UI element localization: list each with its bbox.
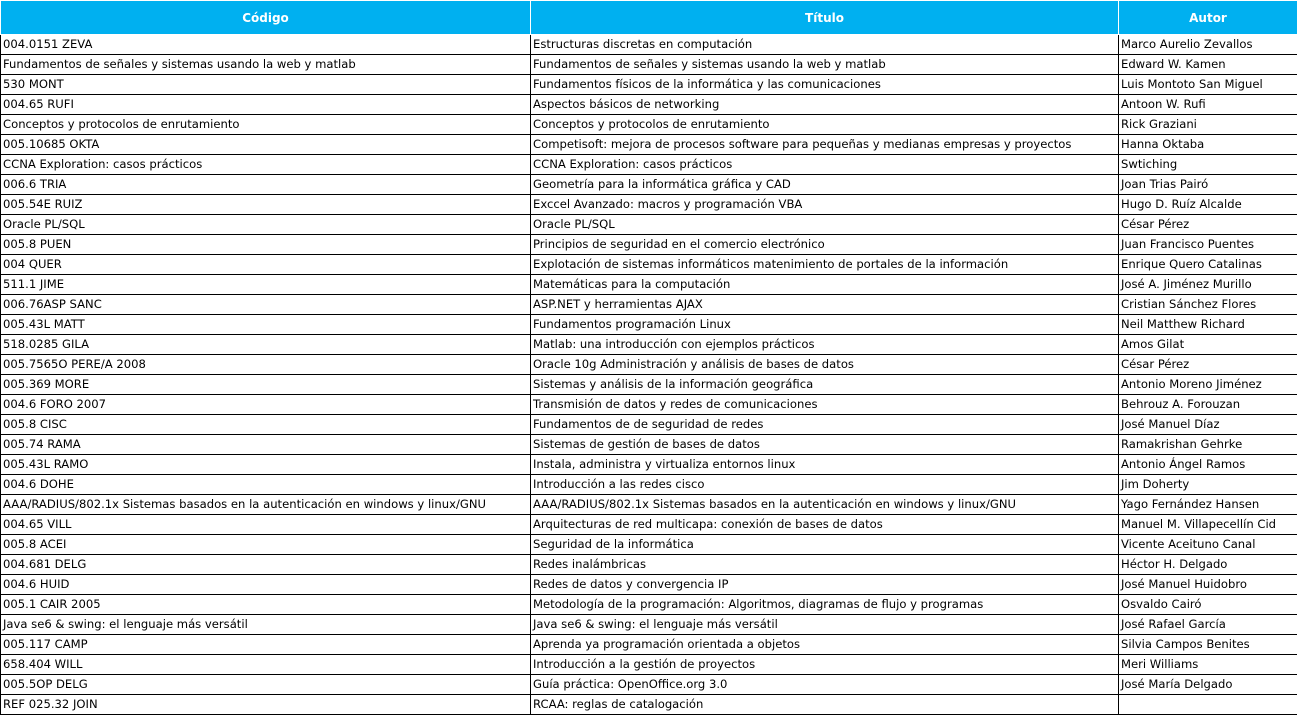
cell-titulo[interactable]: Aprenda ya programación orientada a objetos	[531, 635, 1119, 655]
header-row	[1, 1, 1297, 35]
cell-autor[interactable]: Antonio Moreno Jiménez	[1119, 375, 1297, 395]
cell-codigo[interactable]: 004 QUER	[1, 255, 531, 275]
cell-codigo[interactable]: CCNA Exploration: casos prácticos	[1, 155, 531, 175]
cell-autor[interactable]: Rick Graziani	[1119, 115, 1297, 135]
cell-titulo[interactable]: Instala, administra y virtualiza entornos linux	[531, 455, 1119, 475]
table-row	[1, 435, 1297, 455]
cell-codigo[interactable]: 004.681 DELG	[1, 555, 531, 575]
cell-codigo[interactable]: 004.0151 ZEVA	[1, 35, 531, 55]
cell-codigo[interactable]: AAA/RADIUS/802.1x Sistemas basados en la autenticación en windows y linux/GNU	[1, 495, 531, 515]
cell-codigo[interactable]: 006.76ASP SANC	[1, 295, 531, 315]
cell-codigo[interactable]: 005.8 ACEI	[1, 535, 531, 555]
cell-titulo[interactable]: Metodología de la programación: Algoritmos, diagramas de flujo y programas	[531, 595, 1119, 615]
column-header-titulo[interactable]: Título	[531, 1, 1119, 35]
cell-codigo[interactable]: Conceptos y protocolos de enrutamiento	[1, 115, 531, 135]
cell-autor[interactable]: Joan Trias Pairó	[1119, 175, 1297, 195]
cell-autor[interactable]: Edward W. Kamen	[1119, 55, 1297, 75]
cell-autor[interactable]: Antonio Ángel Ramos	[1119, 455, 1297, 475]
table-row	[1, 455, 1297, 475]
cell-autor[interactable]: Enrique Quero Catalinas	[1119, 255, 1297, 275]
cell-autor[interactable]: Neil Matthew Richard	[1119, 315, 1297, 335]
table-row	[1, 615, 1297, 635]
cell-autor[interactable]: José María Delgado	[1119, 675, 1297, 695]
table-row	[1, 695, 1297, 715]
table-row	[1, 255, 1297, 275]
cell-codigo[interactable]: 004.65 VILL	[1, 515, 531, 535]
table-row	[1, 655, 1297, 675]
cell-titulo[interactable]: Fundamentos físicos de la informática y las comunicaciones	[531, 75, 1119, 95]
column-header-autor[interactable]: Autor	[1119, 1, 1297, 35]
cell-codigo[interactable]: 005.1 CAIR 2005	[1, 595, 531, 615]
cell-autor[interactable]: Meri Williams	[1119, 655, 1297, 675]
cell-titulo[interactable]: Competisoft: mejora de procesos software para pequeñas y medianas empresas y proyectos	[531, 135, 1119, 155]
cell-titulo[interactable]: Java se6 & swing: el lenguaje más versátil	[531, 615, 1119, 635]
cell-titulo[interactable]: Estructuras discretas en computación	[531, 35, 1119, 55]
table-row	[1, 95, 1297, 115]
cell-titulo[interactable]: Exccel Avanzado: macros y programación VBA	[531, 195, 1119, 215]
table-row	[1, 495, 1297, 515]
cell-autor[interactable]: Silvia Campos Benites	[1119, 635, 1297, 655]
cell-codigo[interactable]: Java se6 & swing: el lenguaje más versátil	[1, 615, 531, 635]
cell-codigo[interactable]: 005.10685 OKTA	[1, 135, 531, 155]
cell-autor[interactable]: Yago Fernández Hansen	[1119, 495, 1297, 515]
cell-titulo[interactable]: CCNA Exploration: casos prácticos	[531, 155, 1119, 175]
cell-titulo[interactable]: AAA/RADIUS/802.1x Sistemas basados en la autenticación en windows y linux/GNU	[531, 495, 1119, 515]
table-row	[1, 155, 1297, 175]
table-row	[1, 195, 1297, 215]
table-row	[1, 575, 1297, 595]
cell-autor[interactable]: Vicente Aceituno Canal	[1119, 535, 1297, 555]
cell-autor[interactable]: Ramakrishan Gehrke	[1119, 435, 1297, 455]
cell-autor[interactable]: Héctor H. Delgado	[1119, 555, 1297, 575]
cell-autor[interactable]: Swtiching	[1119, 155, 1297, 175]
table-row	[1, 135, 1297, 155]
cell-codigo[interactable]: 530 MONT	[1, 75, 531, 95]
cell-codigo[interactable]: 005.43L RAMO	[1, 455, 531, 475]
table-row	[1, 475, 1297, 495]
table-row	[1, 555, 1297, 575]
cell-codigo[interactable]: 005.5OP DELG	[1, 675, 531, 695]
table-row	[1, 375, 1297, 395]
column-header-codigo[interactable]: Código	[1, 1, 531, 35]
cell-autor[interactable]: José Rafael García	[1119, 615, 1297, 635]
cell-titulo[interactable]: Introducción a las redes cisco	[531, 475, 1119, 495]
table-row	[1, 215, 1297, 235]
cell-codigo[interactable]: Fundamentos de señales y sistemas usando la web y matlab	[1, 55, 531, 75]
cell-autor[interactable]	[1119, 695, 1297, 715]
cell-titulo[interactable]: Sistemas de gestión de bases de datos	[531, 435, 1119, 455]
cell-codigo[interactable]: 005.43L MATT	[1, 315, 531, 335]
table-row	[1, 535, 1297, 555]
cell-codigo[interactable]: 004.6 HUID	[1, 575, 531, 595]
cell-codigo[interactable]: 005.74 RAMA	[1, 435, 531, 455]
cell-titulo[interactable]: Fundamentos programación Linux	[531, 315, 1119, 335]
table-row	[1, 315, 1297, 335]
cell-codigo[interactable]: 005.54E RUIZ	[1, 195, 531, 215]
table-row	[1, 415, 1297, 435]
cell-autor[interactable]: Manuel M. Villapecellín Cid	[1119, 515, 1297, 535]
cell-titulo[interactable]: Fundamentos de de seguridad de redes	[531, 415, 1119, 435]
cell-autor[interactable]: Osvaldo Cairó	[1119, 595, 1297, 615]
table-row	[1, 55, 1297, 75]
cell-titulo[interactable]: Transmisión de datos y redes de comunicaciones	[531, 395, 1119, 415]
table-row	[1, 395, 1297, 415]
cell-autor[interactable]: Juan Francisco Puentes	[1119, 235, 1297, 255]
cell-autor[interactable]: Jim Doherty	[1119, 475, 1297, 495]
cell-codigo[interactable]: 658.404 WILL	[1, 655, 531, 675]
cell-autor[interactable]: Amos Gilat	[1119, 335, 1297, 355]
table-row	[1, 275, 1297, 295]
table-row	[1, 115, 1297, 135]
cell-titulo[interactable]: Fundamentos de señales y sistemas usando la web y matlab	[531, 55, 1119, 75]
cell-autor[interactable]: Hanna Oktaba	[1119, 135, 1297, 155]
cell-titulo[interactable]: Explotación de sistemas informáticos matenimiento de portales de la información	[531, 255, 1119, 275]
cell-titulo[interactable]: Oracle 10g Administración y análisis de bases de datos	[531, 355, 1119, 375]
cell-autor[interactable]: Antoon W. Rufi	[1119, 95, 1297, 115]
cell-titulo[interactable]: Introducción a la gestión de proyectos	[531, 655, 1119, 675]
table-row	[1, 235, 1297, 255]
table-row	[1, 175, 1297, 195]
cell-codigo[interactable]: 005.117 CAMP	[1, 635, 531, 655]
cell-titulo[interactable]: Matlab: una introducción con ejemplos prácticos	[531, 335, 1119, 355]
cell-titulo[interactable]: ASP.NET y herramientas AJAX	[531, 295, 1119, 315]
cell-codigo[interactable]: 004.65 RUFI	[1, 95, 531, 115]
cell-titulo[interactable]: Arquitecturas de red multicapa: conexión de bases de datos	[531, 515, 1119, 535]
cell-titulo[interactable]: Matemáticas para la computación	[531, 275, 1119, 295]
table-row	[1, 295, 1297, 315]
cell-autor[interactable]: César Pérez	[1119, 215, 1297, 235]
cell-autor[interactable]: Marco Aurelio Zevallos	[1119, 35, 1297, 55]
cell-codigo[interactable]: 511.1 JIME	[1, 275, 531, 295]
cell-titulo[interactable]: Redes inalámbricas	[531, 555, 1119, 575]
cell-autor[interactable]: José Manuel Huidobro	[1119, 575, 1297, 595]
cell-titulo[interactable]: Aspectos básicos de networking	[531, 95, 1119, 115]
cell-titulo[interactable]: Seguridad de la informática	[531, 535, 1119, 555]
table-row	[1, 35, 1297, 55]
table-row	[1, 335, 1297, 355]
cell-codigo[interactable]: 005.369 MORE	[1, 375, 531, 395]
cell-titulo[interactable]: Guía práctica: OpenOffice.org 3.0	[531, 675, 1119, 695]
cell-titulo[interactable]: Redes de datos y convergencia IP	[531, 575, 1119, 595]
table-row	[1, 595, 1297, 615]
cell-codigo[interactable]: Oracle PL/SQL	[1, 215, 531, 235]
cell-codigo[interactable]: 004.6 DOHE	[1, 475, 531, 495]
cell-titulo[interactable]: Conceptos y protocolos de enrutamiento	[531, 115, 1119, 135]
cell-autor[interactable]: Behrouz A. Forouzan	[1119, 395, 1297, 415]
cell-codigo[interactable]: 005.7565O PERE/A 2008	[1, 355, 531, 375]
cell-autor[interactable]: César Pérez	[1119, 355, 1297, 375]
cell-codigo[interactable]: 518.0285 GILA	[1, 335, 531, 355]
cell-codigo[interactable]: 005.8 CISC	[1, 415, 531, 435]
cell-autor[interactable]: Cristian Sánchez Flores	[1119, 295, 1297, 315]
cell-codigo[interactable]: 004.6 FORO 2007	[1, 395, 531, 415]
cell-autor[interactable]: Luis Montoto San Miguel	[1119, 75, 1297, 95]
table-body	[1, 35, 1297, 715]
cell-titulo[interactable]: Geometría para la informática gráfica y CAD	[531, 175, 1119, 195]
cell-codigo[interactable]: REF 025.32 JOIN	[1, 695, 531, 715]
cell-titulo[interactable]: Principios de seguridad en el comercio electrónico	[531, 235, 1119, 255]
table-row	[1, 635, 1297, 655]
cell-autor[interactable]: José A. Jiménez Murillo	[1119, 275, 1297, 295]
table-row	[1, 675, 1297, 695]
cell-autor[interactable]: José Manuel Díaz	[1119, 415, 1297, 435]
cell-codigo[interactable]: 005.8 PUEN	[1, 235, 531, 255]
table-row	[1, 355, 1297, 375]
table-row	[1, 515, 1297, 535]
cell-titulo[interactable]: RCAA: reglas de catalogación	[531, 695, 1119, 715]
cell-titulo[interactable]: Sistemas y análisis de la información geográfica	[531, 375, 1119, 395]
cell-autor[interactable]: Hugo D. Ruíz Alcalde	[1119, 195, 1297, 215]
cell-codigo[interactable]: 006.6 TRIA	[1, 175, 531, 195]
cell-titulo[interactable]: Oracle PL/SQL	[531, 215, 1119, 235]
table-row	[1, 75, 1297, 95]
